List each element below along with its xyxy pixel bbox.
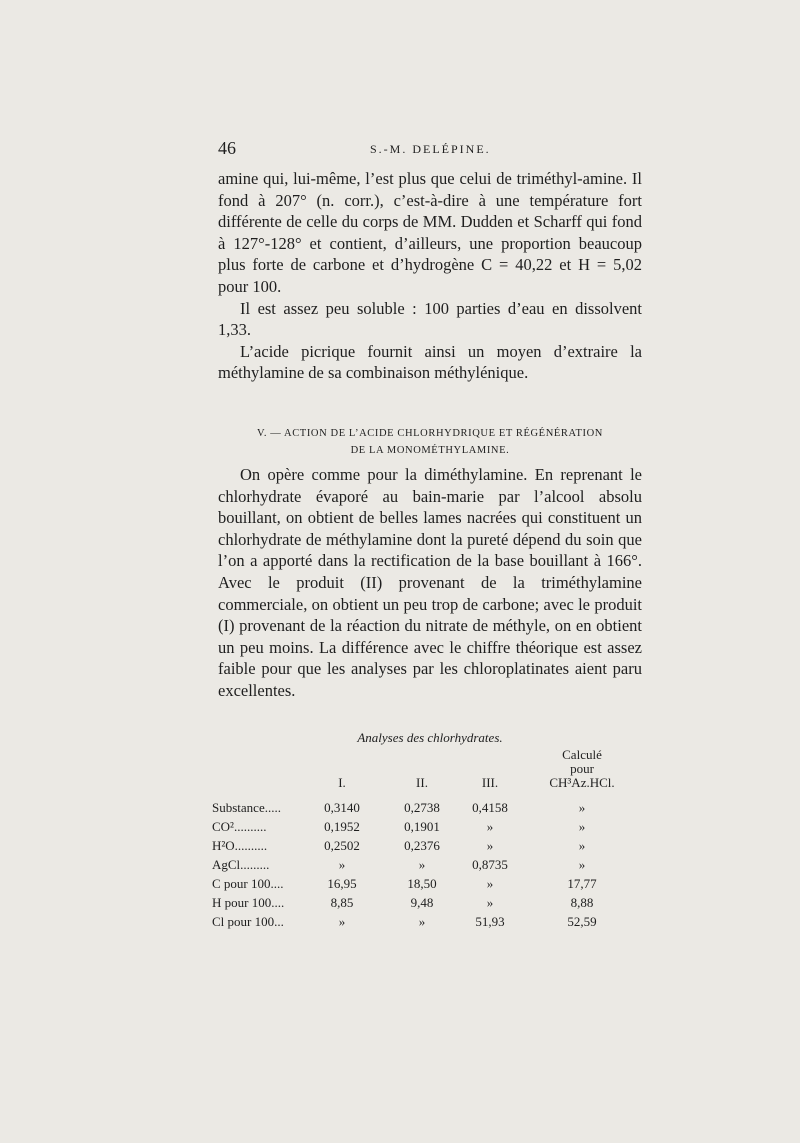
section-heading-line-1: V. — ACTION DE L’ACIDE CHLORHYDRIQUE ET RÉGÉNÉRATION [257, 428, 603, 439]
row-label: Substance..... [212, 800, 281, 815]
cell-col-2: 9,48 [410, 895, 434, 910]
table-row [212, 800, 652, 818]
cell-col-2: 0,2376 [404, 838, 440, 853]
cell-col-2: 0,2738 [404, 800, 440, 815]
cell-col-3: » [486, 819, 494, 834]
cell-col-3: » [486, 838, 494, 853]
table-row [212, 857, 652, 875]
paragraph-2: Il est assez peu soluble : 100 parties d’eau en dissolvent 1,33. [218, 298, 642, 340]
body-text [218, 168, 642, 384]
table-row [212, 895, 652, 913]
cell-col-4: 52,59 [567, 914, 597, 929]
cell-col-4: 8,88 [570, 895, 594, 910]
table-row [212, 838, 652, 856]
page-number: 46 [218, 138, 236, 158]
section-heading [218, 425, 642, 459]
page-header [218, 138, 644, 164]
section-body [218, 464, 642, 702]
cell-col-3: 0,4158 [472, 800, 508, 815]
cell-col-4: 17,77 [567, 876, 597, 891]
section-heading-line-2: DE LA MONOMÉTHYLAMINE. [350, 445, 510, 456]
header-col-1: I. [338, 775, 346, 790]
cell-col-3: 51,93 [475, 914, 505, 929]
cell-col-4: » [578, 819, 586, 834]
header-calc-line-1: Calculé [562, 747, 602, 762]
cell-col-1: 0,1952 [324, 819, 360, 834]
cell-col-1: 16,95 [327, 876, 357, 891]
cell-col-3: » [486, 876, 494, 891]
header-calcule [512, 748, 652, 790]
paragraph-3: L’acide picrique fournit ainsi un moyen d’extraire la méthylamine de sa combinaison méthylénique. [218, 341, 642, 383]
header-col-3: III. [481, 775, 499, 790]
cell-col-1: 8,85 [330, 895, 354, 910]
cell-col-2: » [418, 857, 426, 872]
row-label: H²O.......... [212, 838, 268, 853]
cell-col-2: 18,50 [407, 876, 437, 891]
cell-col-1: » [338, 914, 346, 929]
table-row [212, 914, 652, 932]
table-row [212, 876, 652, 894]
paragraph-1: amine qui, lui-même, l’est plus que celui de triméthyl-amine. Il fond à 207° (n. corr.), c’est-à-dire à une température fort différente de celle du corps de MM. Dudden et Scharff qui fond à 127°-128° et contient, d’ailleurs, une proportion beaucoup plus forte de carbone et d’hydrogène C = 40,22 et H = 5,02 pour 100. [218, 169, 642, 296]
cell-col-1: 0,3140 [324, 800, 360, 815]
running-head: S.-M. DELÉPINE. [370, 142, 491, 156]
cell-col-1: » [338, 857, 346, 872]
cell-col-2: 0,1901 [404, 819, 440, 834]
row-label: CO².......... [212, 819, 267, 834]
cell-col-3: 0,8735 [472, 857, 508, 872]
table-row [212, 819, 652, 837]
cell-col-4: » [578, 800, 586, 815]
header-calc-line-2: pour [570, 761, 594, 776]
cell-col-4: » [578, 857, 586, 872]
row-label: Cl pour 100... [212, 914, 284, 929]
cell-col-1: 0,2502 [324, 838, 360, 853]
header-calc-line-3: CH³Az.HCl. [549, 775, 615, 790]
table-title: Analyses des chlorhydrates. [357, 730, 503, 745]
cell-col-3: » [486, 895, 494, 910]
row-label: H pour 100.... [212, 895, 285, 910]
cell-col-2: » [418, 914, 426, 929]
row-label: AgCl......... [212, 857, 270, 872]
cell-col-4: » [578, 838, 586, 853]
section-paragraph: On opère comme pour la diméthylamine. En reprenant le chlorhydrate évaporé au bain-marie par l’alcool absolu bouillant, on obtient de belles lames nacrées qui constituent un chlorhydrate de méthylamine dont la pureté dépend du soin que l’on a apporté dans la rectification de la base bouillant à 166°. Avec le produit (II) provenant de la triméthylamine commerciale, on obtient un peu trop de carbone; avec le produit (I) provenant de la réaction du nitrate de méthyle, on en obtient un peu moins. La différence avec le chiffre théorique est assez faible pour que les analyses par les chloroplatinates aient paru excellentes. [218, 465, 642, 700]
row-label: C pour 100.... [212, 876, 284, 891]
header-col-2: II. [416, 775, 428, 790]
